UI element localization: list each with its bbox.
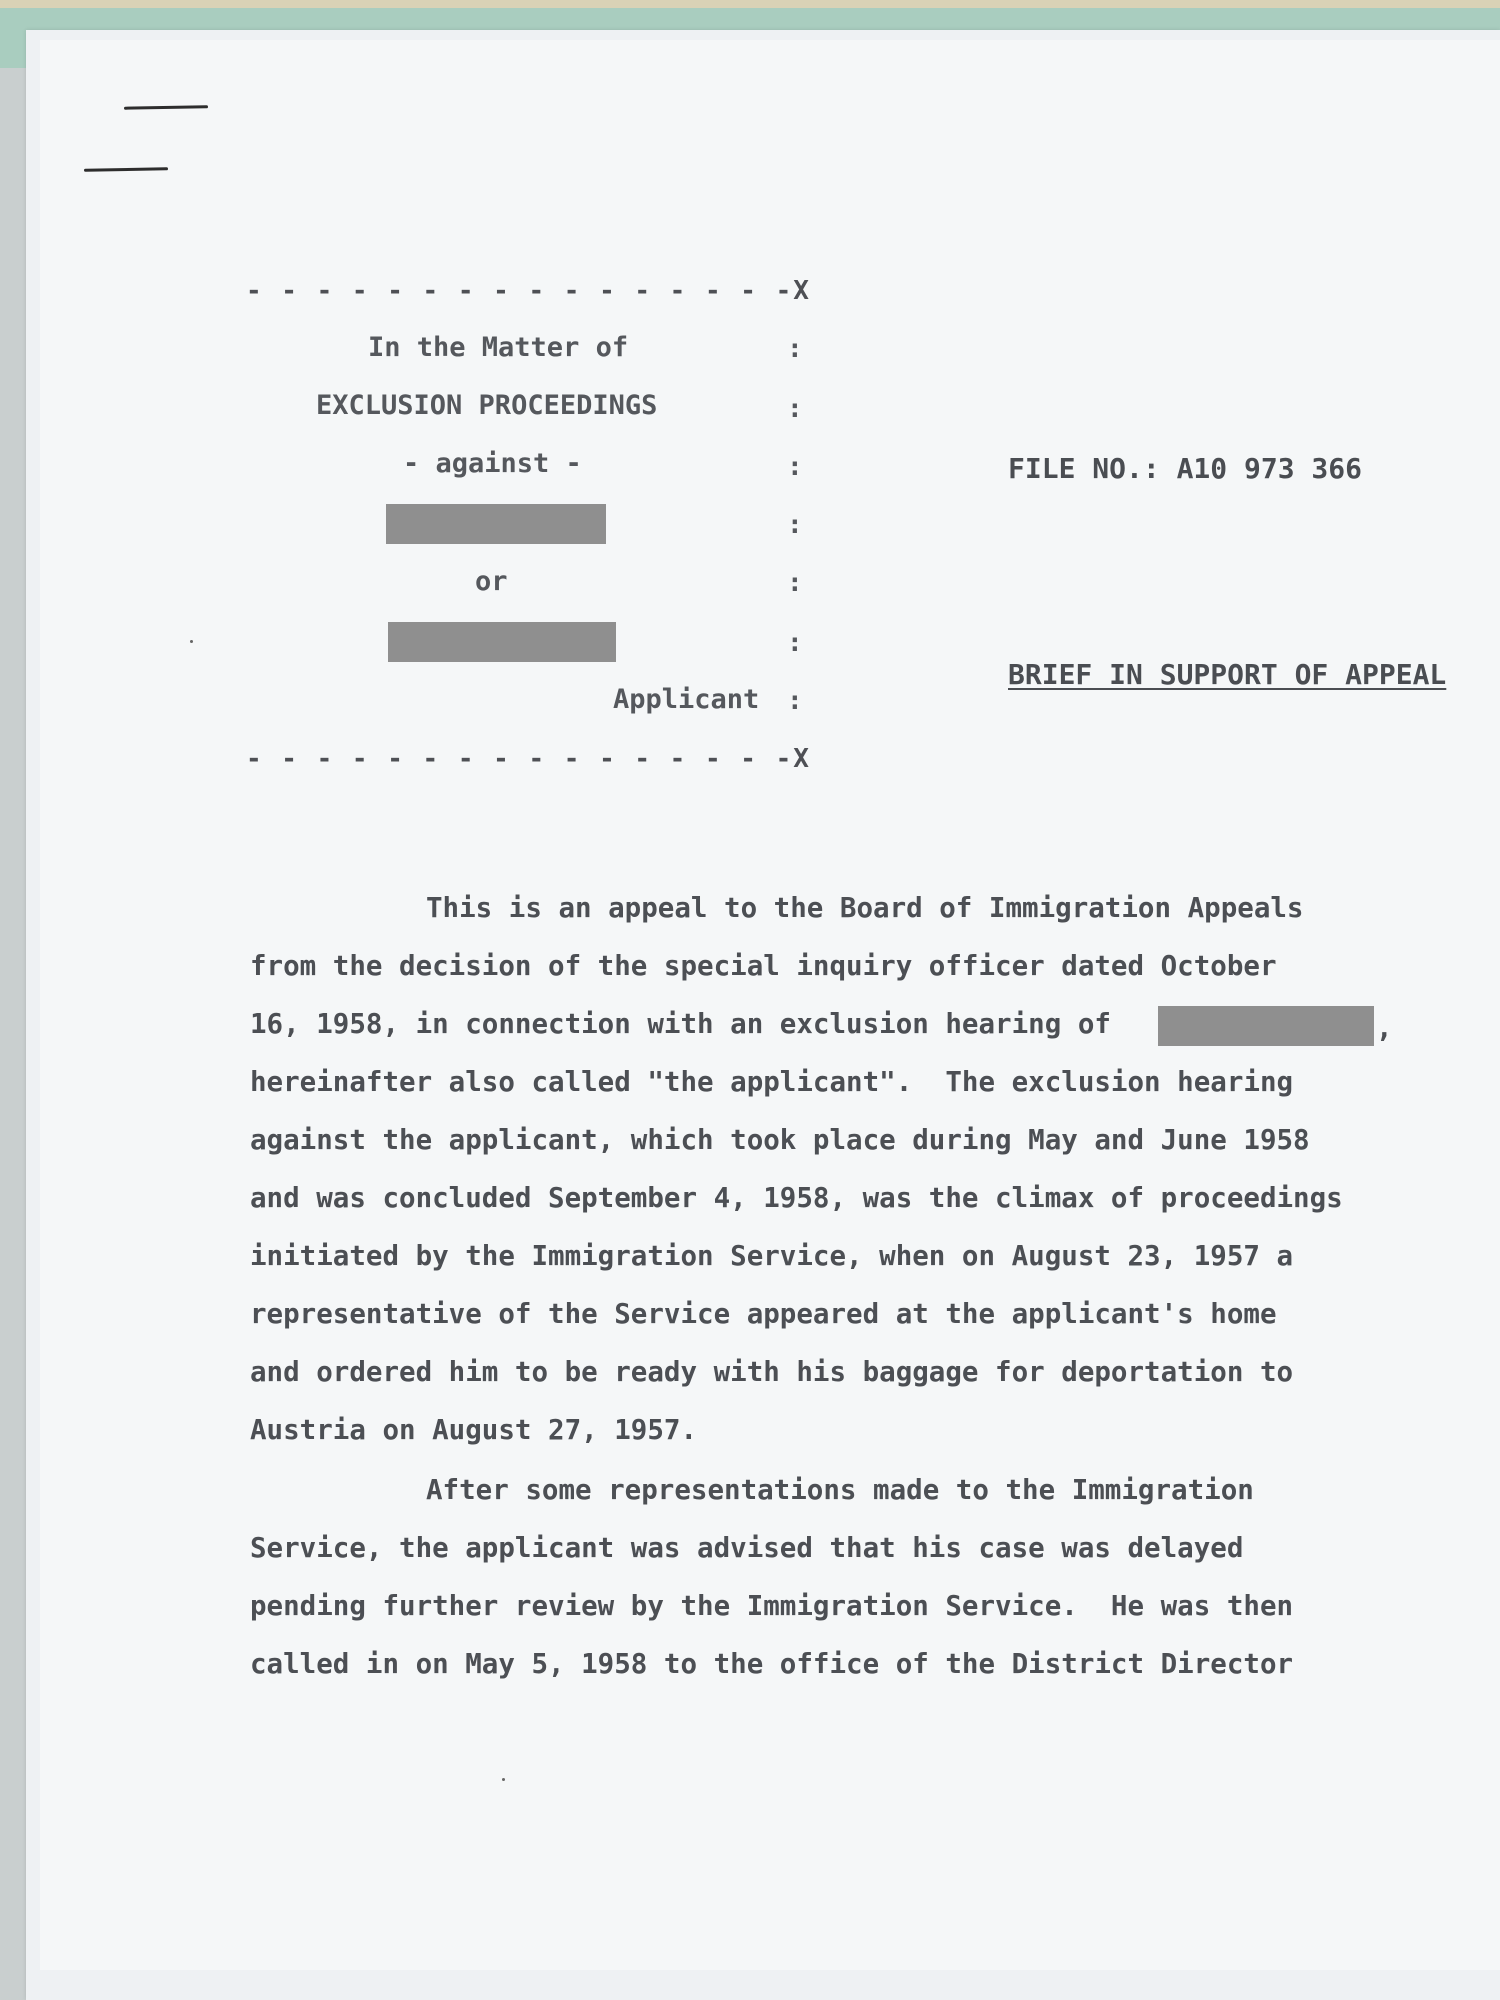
caption-colon: : bbox=[787, 452, 803, 482]
redacted-name-2 bbox=[388, 622, 616, 662]
body-line: Austria on August 27, 1957. bbox=[250, 1414, 698, 1446]
body-line: from the decision of the special inquiry officer dated October bbox=[250, 950, 1277, 982]
document-page bbox=[40, 40, 1500, 1970]
body-line: and ordered him to be ready with his baggage for deportation to bbox=[250, 1356, 1294, 1388]
paper-speck bbox=[190, 640, 193, 643]
body-line: Service, the applicant was advised that his case was delayed bbox=[250, 1532, 1244, 1564]
caption-applicant: Applicant bbox=[613, 684, 760, 715]
caption-colon: : bbox=[787, 686, 803, 716]
body-line: initiated by the Immigration Service, when on August 23, 1957 a bbox=[250, 1240, 1294, 1272]
body-trailing-comma: , bbox=[1376, 1012, 1393, 1044]
caption-dash-top: - - - - - - - - - - - - - - - -X bbox=[246, 276, 811, 306]
file-number: FILE NO.: A10 973 366 bbox=[1008, 452, 1363, 485]
body-line: against the applicant, which took place during May and June 1958 bbox=[250, 1124, 1310, 1156]
caption-in-the-matter: In the Matter of bbox=[368, 332, 629, 363]
caption-or: or bbox=[475, 566, 508, 597]
caption-colon: : bbox=[787, 334, 803, 364]
body-line: pending further review by the Immigration Service. He was then bbox=[250, 1590, 1294, 1622]
body-line: 16, 1958, in connection with an exclusion hearing of bbox=[250, 1008, 1111, 1040]
document-title: BRIEF IN SUPPORT OF APPEAL bbox=[1008, 658, 1447, 691]
body-line: and was concluded September 4, 1958, was the climax of proceedings bbox=[250, 1182, 1343, 1214]
caption-colon: : bbox=[787, 510, 803, 540]
body-line: hereinafter also called "the applicant". The exclusion hearing bbox=[250, 1066, 1294, 1098]
body-line: This is an appeal to the Board of Immigration Appeals bbox=[426, 892, 1304, 924]
body-line: After some representations made to the Immigration bbox=[426, 1474, 1254, 1506]
caption-colon: : bbox=[787, 568, 803, 598]
pen-mark-top bbox=[124, 105, 208, 109]
caption-dash-bottom: - - - - - - - - - - - - - - - -X bbox=[246, 744, 811, 774]
paper-speck bbox=[502, 1778, 505, 1781]
caption-against: - against - bbox=[403, 448, 582, 479]
redacted-name-3 bbox=[1158, 1006, 1374, 1046]
body-line: representative of the Service appeared at the applicant's home bbox=[250, 1298, 1277, 1330]
caption-proceedings: EXCLUSION PROCEEDINGS bbox=[316, 390, 658, 421]
caption-colon: : bbox=[787, 628, 803, 658]
caption-colon: : bbox=[787, 394, 803, 424]
body-line: called in on May 5, 1958 to the office of the District Director bbox=[250, 1648, 1294, 1680]
pen-mark-bottom bbox=[84, 167, 168, 171]
redacted-name-1 bbox=[386, 504, 606, 544]
